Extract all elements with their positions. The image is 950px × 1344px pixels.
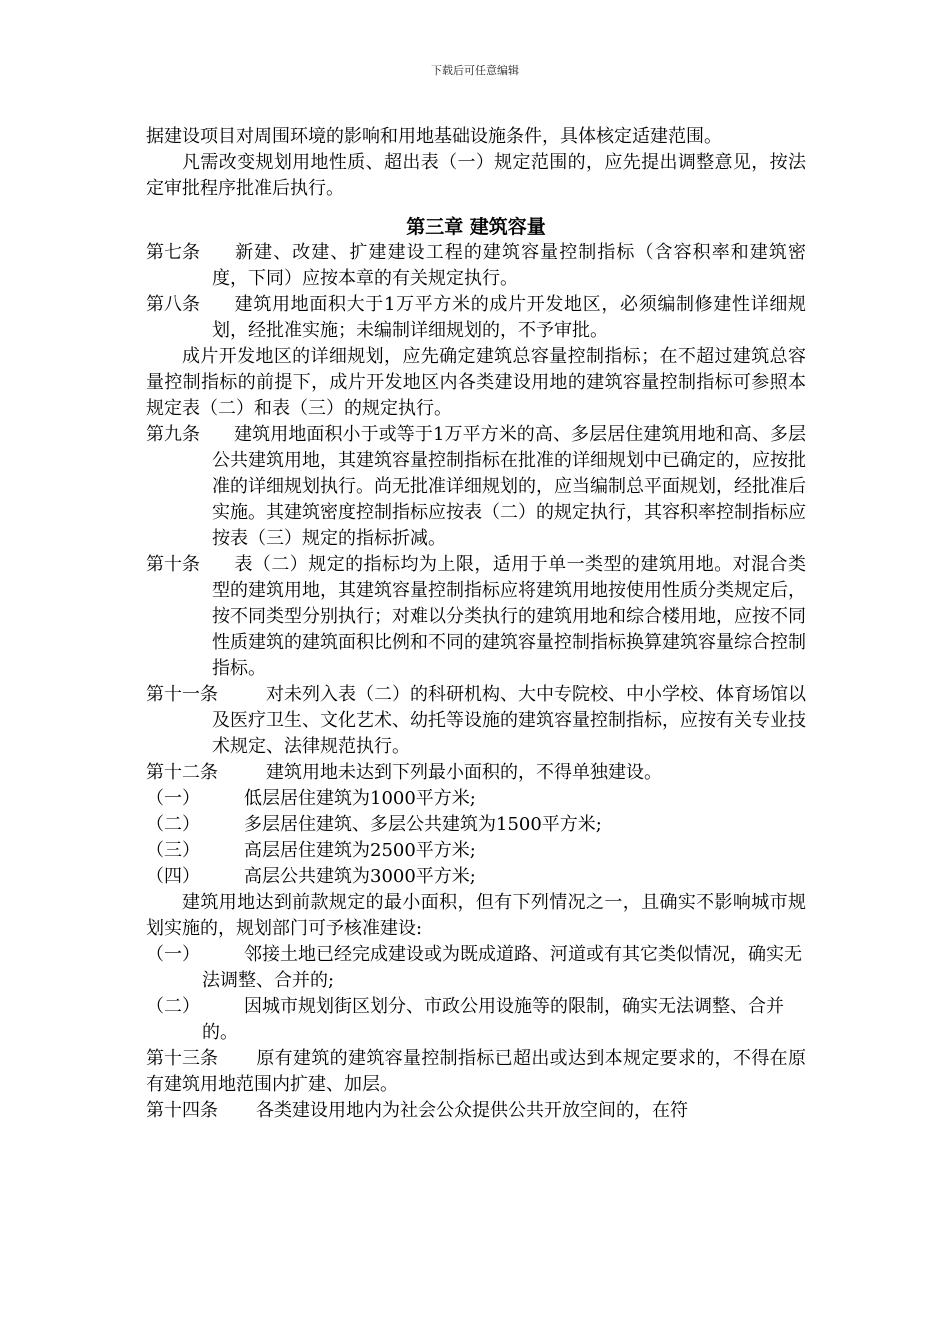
article-text: 原有建筑的建筑容量控制指标已超出或达到本规定要求的，不得在原有建筑用地范围内扩建、加层。 xyxy=(146,1048,806,1095)
article-9 xyxy=(146,422,806,552)
article-text: 对未列入表（二）的科研机构、大中专院校、中小学校、体育场馆以及医疗卫生、文化艺术、幼托等设施的建筑容量控制指标，应按有关专业技术规定、法律规范执行。 xyxy=(212,684,806,757)
paragraph: 据建设项目对周围环境的影响和用地基础设施条件，具体核定适建范围。 xyxy=(146,126,722,147)
item-number: （四） xyxy=(146,866,200,887)
article-text: 建筑用地面积大于1万平方米的成片开发地区，必须编制修建性详细规划，经批准实施；未编制详细规划的，不予审批。 xyxy=(212,294,806,341)
article-title: 第十条 xyxy=(146,554,200,575)
article-text: 各类建设用地内为社会公众提供公共开放空间的，在符 xyxy=(256,1100,688,1121)
list-item xyxy=(146,942,806,994)
item-text: 高层公共建筑为3000平方米; xyxy=(244,866,476,887)
article-title: 第十一条 xyxy=(146,684,218,705)
article-7 xyxy=(146,240,806,292)
article-10 xyxy=(146,552,806,682)
item-text: 高层居住建筑为2500平方米; xyxy=(244,840,476,861)
article-12 xyxy=(146,760,806,786)
article-8 xyxy=(146,292,806,344)
paragraph: 凡需改变规划用地性质、超出表（一）规定范围的，应先提出调整意见，按法定审批程序批准后执行。 xyxy=(146,152,806,199)
list-item xyxy=(146,994,806,1046)
article-11 xyxy=(146,682,806,760)
item-text: 因城市规划街区划分、市政公用设施等的限制，确实无法调整、合并的。 xyxy=(202,996,784,1043)
item-number: （二） xyxy=(146,814,200,835)
item-number: （三） xyxy=(146,840,200,861)
list-item xyxy=(146,786,806,812)
article-title: 第九条 xyxy=(146,424,200,445)
paragraph: 成片开发地区的详细规划，应先确定建筑总容量控制指标；在不超过建筑总容量控制指标的前提下，成片开发地区内各类建设用地的建筑容量控制指标可参照本规定表（二）和表（三）的规定执行。 xyxy=(146,346,806,419)
article-title: 第七条 xyxy=(146,242,200,263)
item-number: （一） xyxy=(146,788,200,809)
item-number: （一） xyxy=(146,944,200,965)
article-13 xyxy=(146,1046,806,1098)
article-title: 第十四条 xyxy=(146,1100,218,1121)
article-text: 表（二）规定的指标均为上限，适用于单一类型的建筑用地。对混合类型的建筑用地，其建筑容量控制指标应将建筑用地按使用性质分类规定后，按不同类型分别执行；对难以分类执行的建筑用地和综合楼用地，应按不同性质建筑的建筑面积比例和不同的建筑容量控制指标换算建筑容量综合控制指标。 xyxy=(212,554,806,679)
page-header: 下载后可任意编辑 xyxy=(431,64,519,77)
article-text: 建筑用地未达到下列最小面积的，不得单独建设。 xyxy=(266,762,662,783)
article-title: 第八条 xyxy=(146,294,200,315)
article-text: 建筑用地面积小于或等于1万平方米的高、多层居住建筑用地和高、多层公共建筑用地，其建筑容量控制指标在批准的详细规划中已确定的，应按批准的详细规划执行。尚无批准详细规划的，应当编制总平面规划，经批准后实施。其建筑密度控制指标应按表（二）的规定执行，其容积率控制指标应按表（三）规定的指标折减。 xyxy=(212,424,806,549)
list-item xyxy=(146,812,806,838)
list-item xyxy=(146,838,806,864)
article-text: 新建、改建、扩建建设工程的建筑容量控制指标（含容积率和建筑密度，下同）应按本章的有关规定执行。 xyxy=(212,242,806,289)
chapter-title: 第三章 建筑容量 xyxy=(406,216,546,238)
article-14 xyxy=(146,1098,806,1124)
list-item xyxy=(146,864,806,890)
item-number: （二） xyxy=(146,996,200,1017)
article-title: 第十三条 xyxy=(146,1048,218,1069)
document-body xyxy=(146,124,806,1124)
item-text: 多层居住建筑、多层公共建筑为1500平方米; xyxy=(244,814,602,835)
paragraph: 建筑用地达到前款规定的最小面积，但有下列情况之一，且确实不影响城市规划实施的，规划部门可予核准建设: xyxy=(146,892,806,939)
item-text: 低层居住建筑为1000平方米; xyxy=(244,788,476,809)
item-text: 邻接土地已经完成建设或为既成道路、河道或有其它类似情况，确实无法调整、合并的; xyxy=(202,944,802,991)
article-title: 第十二条 xyxy=(146,762,218,783)
